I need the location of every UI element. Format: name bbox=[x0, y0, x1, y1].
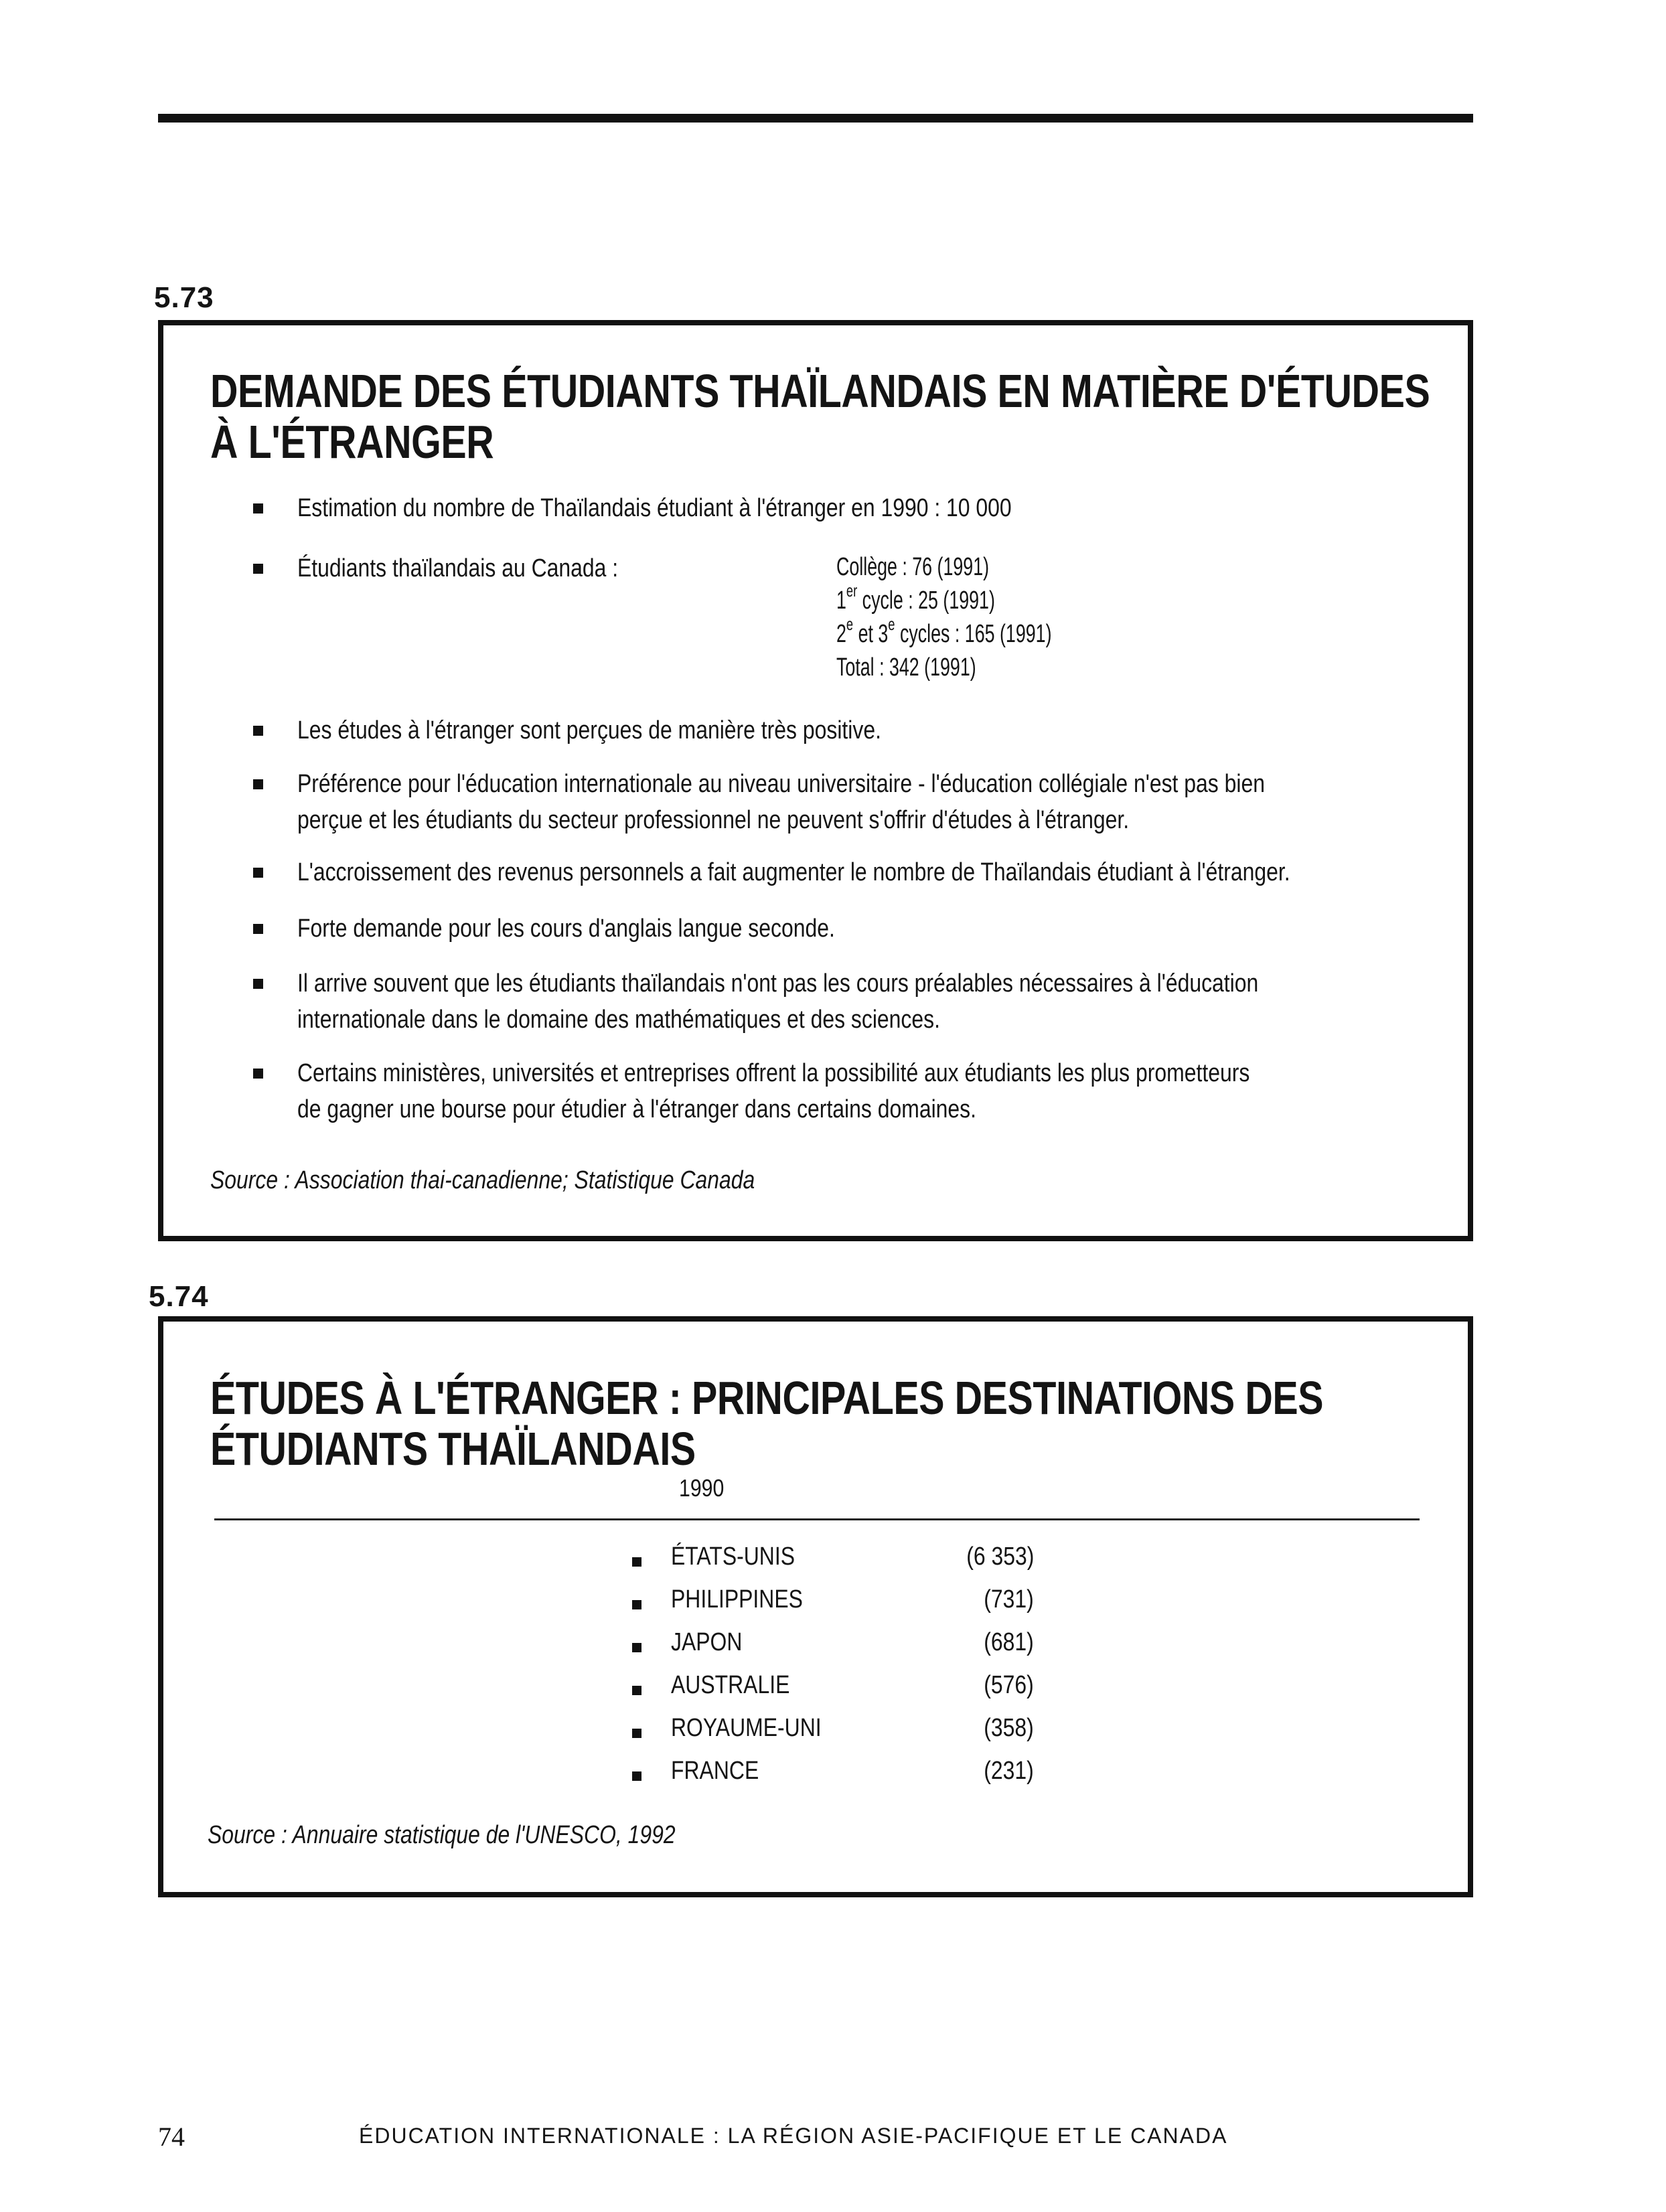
list-item-estimation bbox=[253, 490, 1418, 526]
destinations-box bbox=[158, 1316, 1473, 1897]
destination-count: (231) bbox=[984, 1757, 1034, 1785]
prealables-text-line1: Il arrive souvent que les étudiants thaïlandais n'ont pas les cours préalables nécessaires à l'éducation bbox=[297, 969, 1259, 998]
bullet-icon bbox=[253, 924, 263, 934]
list-item-anglais bbox=[253, 911, 1418, 947]
destination-name: JAPON bbox=[671, 1628, 743, 1656]
anglais-text: Forte demande pour les cours d'anglais langue seconde. bbox=[297, 915, 835, 943]
revenus-text: L'accroissement des revenus personnels a fait augmenter le nombre de Thaïlandais étudiant à l'étranger. bbox=[297, 858, 1290, 886]
page-number: 74 bbox=[158, 2122, 185, 2152]
bullet-icon bbox=[632, 1729, 641, 1738]
canada-total: Total : 342 (1991) bbox=[836, 653, 976, 682]
canada-college: Collège : 76 (1991) bbox=[836, 553, 990, 581]
bullet-icon bbox=[253, 868, 263, 878]
bullet-icon bbox=[253, 503, 263, 514]
destination-count: (6 353) bbox=[966, 1543, 1034, 1571]
bullet-icon bbox=[253, 979, 263, 989]
list-item-preference bbox=[253, 766, 1418, 838]
bullet-icon bbox=[632, 1643, 641, 1652]
destinations-title-line1: ÉTUDES À L'ÉTRANGER : PRINCIPALES DESTINATIONS DES bbox=[210, 1372, 1324, 1424]
bullet-icon bbox=[253, 1069, 263, 1079]
list-item-canada bbox=[253, 550, 1418, 682]
preference-text-line2: perçue et les étudiants du secteur professionnel ne peuvent s'offrir d'études à l'étranger. bbox=[297, 806, 1130, 834]
canada-label: Étudiants thaïlandais au Canada : bbox=[297, 554, 619, 582]
top-rule bbox=[158, 114, 1473, 123]
destinations-title-line2: ÉTUDIANTS THAÏLANDAIS bbox=[210, 1423, 696, 1475]
list-item bbox=[632, 1757, 1034, 1798]
preference-text-line1: Préférence pour l'éducation internationale au niveau universitaire - l'éducation collégiale n'est pas bien bbox=[297, 770, 1265, 798]
destinations-source: Source : Annuaire statistique de l'UNESCO, 1992 bbox=[208, 1821, 676, 1849]
destination-count: (358) bbox=[984, 1714, 1034, 1742]
prealables-text-line2: internationale dans le domaine des mathématiques et des sciences. bbox=[297, 1006, 940, 1034]
destination-name: AUSTRALIE bbox=[671, 1671, 790, 1699]
demand-source: Source : Association thai-canadienne; Statistique Canada bbox=[210, 1166, 755, 1194]
footer-title: ÉDUCATION INTERNATIONALE : LA RÉGION ASIE-PACIFIQUE ET LE CANADA bbox=[359, 2124, 1228, 2148]
demand-title bbox=[210, 366, 1430, 467]
estimation-text: Estimation du nombre de Thaïlandais étudiant à l'étranger en 1990 : 10 000 bbox=[297, 494, 1012, 522]
bullet-icon bbox=[632, 1771, 641, 1781]
table-rule bbox=[214, 1518, 1420, 1520]
list-item bbox=[632, 1671, 1034, 1713]
bullet-icon bbox=[632, 1686, 641, 1695]
list-item-prealables bbox=[253, 965, 1418, 1038]
bullet-icon bbox=[632, 1600, 641, 1609]
canada-figures bbox=[836, 550, 1093, 684]
destination-name: PHILIPPINES bbox=[671, 1585, 803, 1613]
demand-title-line1: DEMANDE DES ÉTUDIANTS THAÏLANDAIS EN MATIÈRE D'ÉTUDES bbox=[210, 365, 1430, 417]
list-item-revenus bbox=[253, 854, 1418, 890]
bourse-text-line1: Certains ministères, universités et entreprises offrent la possibilité aux étudiants les plus prometteurs bbox=[297, 1059, 1250, 1087]
destination-name: ÉTATS-UNIS bbox=[671, 1543, 796, 1571]
canada-second-third-cycles: 2e et 3e cycles : 165 (1991) bbox=[836, 614, 1052, 648]
destination-count: (681) bbox=[984, 1628, 1034, 1656]
bourse-text-line2: de gagner une bourse pour étudier à l'étranger dans certains domaines. bbox=[297, 1095, 977, 1123]
bullet-icon bbox=[253, 779, 263, 789]
demand-box bbox=[158, 320, 1473, 1241]
section-number-5-73: 5.73 bbox=[154, 281, 214, 314]
list-item bbox=[632, 1628, 1034, 1670]
list-item bbox=[632, 1585, 1034, 1627]
destination-count: (576) bbox=[984, 1671, 1034, 1699]
destination-name: FRANCE bbox=[671, 1757, 759, 1785]
demand-title-line2: À L'ÉTRANGER bbox=[210, 416, 494, 468]
list-item-bourse bbox=[253, 1055, 1418, 1127]
positive-text: Les études à l'étranger sont perçues de manière très positive. bbox=[297, 716, 881, 744]
destination-count: (731) bbox=[984, 1585, 1034, 1613]
list-item bbox=[632, 1543, 1034, 1584]
bullet-icon bbox=[632, 1557, 641, 1567]
destinations-title bbox=[210, 1372, 1323, 1474]
list-item-positive bbox=[253, 712, 1418, 748]
section-number-5-74: 5.74 bbox=[149, 1280, 209, 1313]
canada-first-cycle: 1er cycle : 25 (1991) bbox=[836, 580, 995, 615]
bullet-icon bbox=[253, 564, 263, 574]
destinations-year: 1990 bbox=[679, 1474, 725, 1502]
bullet-icon bbox=[253, 726, 263, 736]
destination-name: ROYAUME-UNI bbox=[671, 1714, 822, 1742]
list-item bbox=[632, 1714, 1034, 1755]
